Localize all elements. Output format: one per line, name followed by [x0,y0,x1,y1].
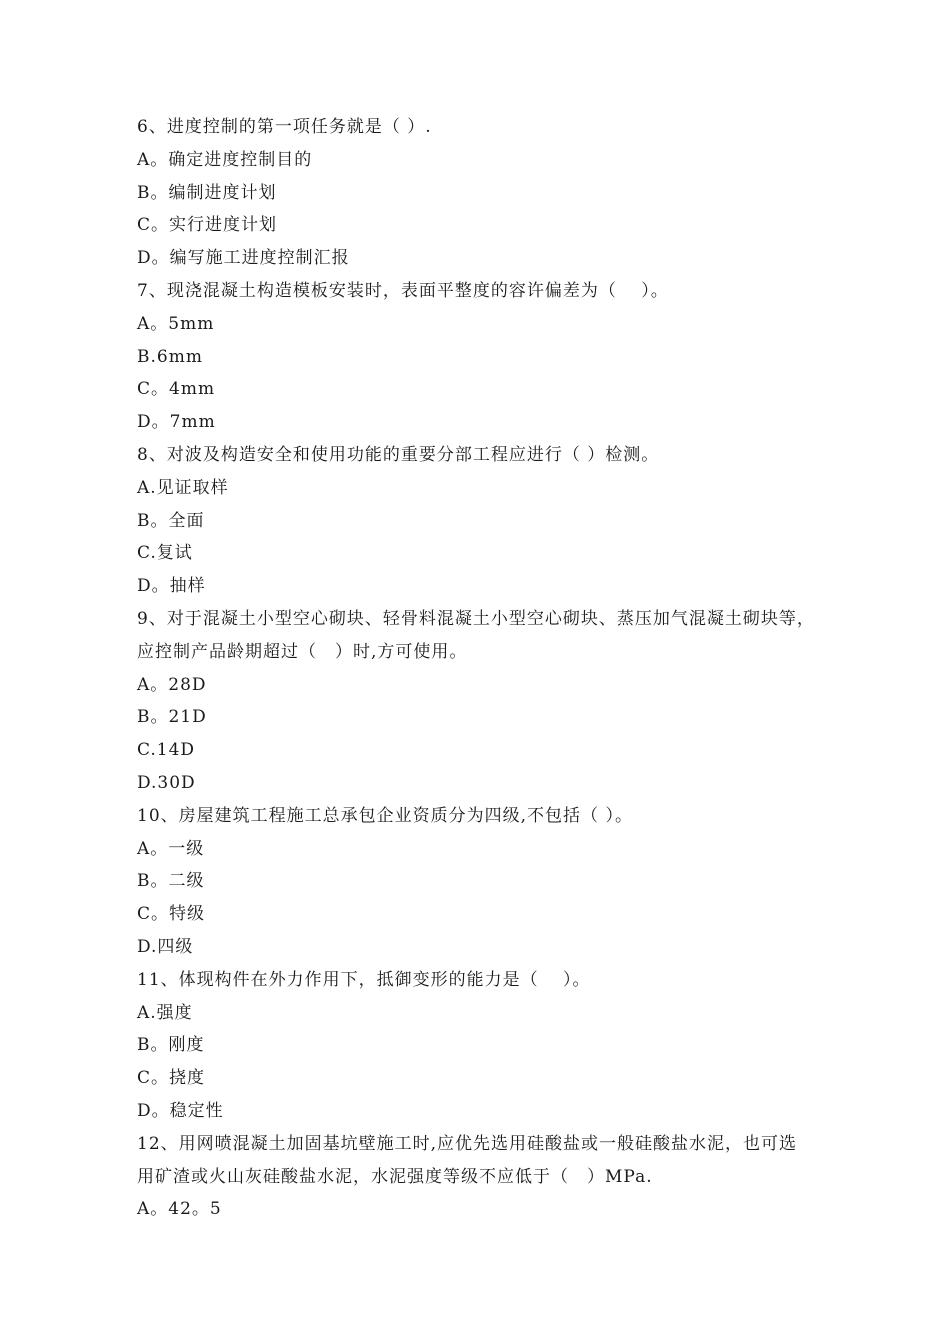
answer-option: A.强度 [137,1002,193,1023]
question-text: 9、对于混凝土小型空心砌块、轻骨料混凝土小型空心砌块、蒸压加气混凝土砌块等， [137,608,815,629]
answer-option: B.6mm [137,346,203,367]
question-text: 12、用网喷混凝土加固基坑壁施工时,应优先选用硅酸盐或一般硅酸盐水泥，也可选 [137,1133,798,1154]
question-text: 10、房屋建筑工程施工总承包企业资质分为四级,不包括（ ）。 [137,805,633,826]
question-block [137,603,857,800]
answer-option: D。抽样 [137,576,206,597]
question-block [137,111,857,275]
answer-option: C。挠度 [137,1068,206,1089]
question-text: 8、对波及构造安全和使用功能的重要分部工程应进行（ ）检测。 [137,444,660,465]
answer-option: B。21D [137,707,207,728]
answer-option: A。42。5 [137,1199,222,1220]
answer-option: B。刚度 [137,1035,205,1056]
answer-option: B。二级 [137,871,205,892]
question-text: 用矿渣或火山灰硅酸盐水泥，水泥强度等级不应低于（ ）MPa. [137,1166,653,1187]
question-list [137,111,857,1226]
question-text: 应控制产品龄期超过（ ）时,方可使用。 [137,641,468,662]
answer-option: B。编制进度计划 [137,182,277,203]
answer-option: D。编写施工进度控制汇报 [137,248,350,269]
question-text: 7、现浇混凝土构造模板安装时，表面平整度的容许偏差为（ ）。 [137,280,669,301]
answer-option: C.复试 [137,543,193,564]
answer-option: C。实行进度计划 [137,215,278,236]
answer-option: C。4mm [137,379,216,400]
answer-option: A。确定进度控制目的 [137,149,313,170]
question-block [137,800,857,964]
answer-option: D。稳定性 [137,1100,224,1121]
answer-option: B。全面 [137,510,205,531]
answer-option: A。28D [137,674,207,695]
answer-option: A。5mm [137,313,215,334]
answer-option: D.30D [137,772,196,793]
question-text: 11、体现构件在外力作用下，抵御变形的能力是（ ）。 [137,969,591,990]
answer-option: D.四级 [137,936,194,957]
question-text: 6、进度控制的第一项任务就是（ ）. [137,117,432,137]
question-block [137,964,857,1128]
answer-option: C。特级 [137,904,206,925]
answer-option: A。一级 [137,838,205,859]
answer-option: C.14D [137,740,196,761]
question-block [137,439,857,603]
answer-option: D。7mm [137,412,216,433]
answer-option: A.见证取样 [137,477,229,498]
question-block [137,275,857,439]
question-block [137,1128,857,1226]
